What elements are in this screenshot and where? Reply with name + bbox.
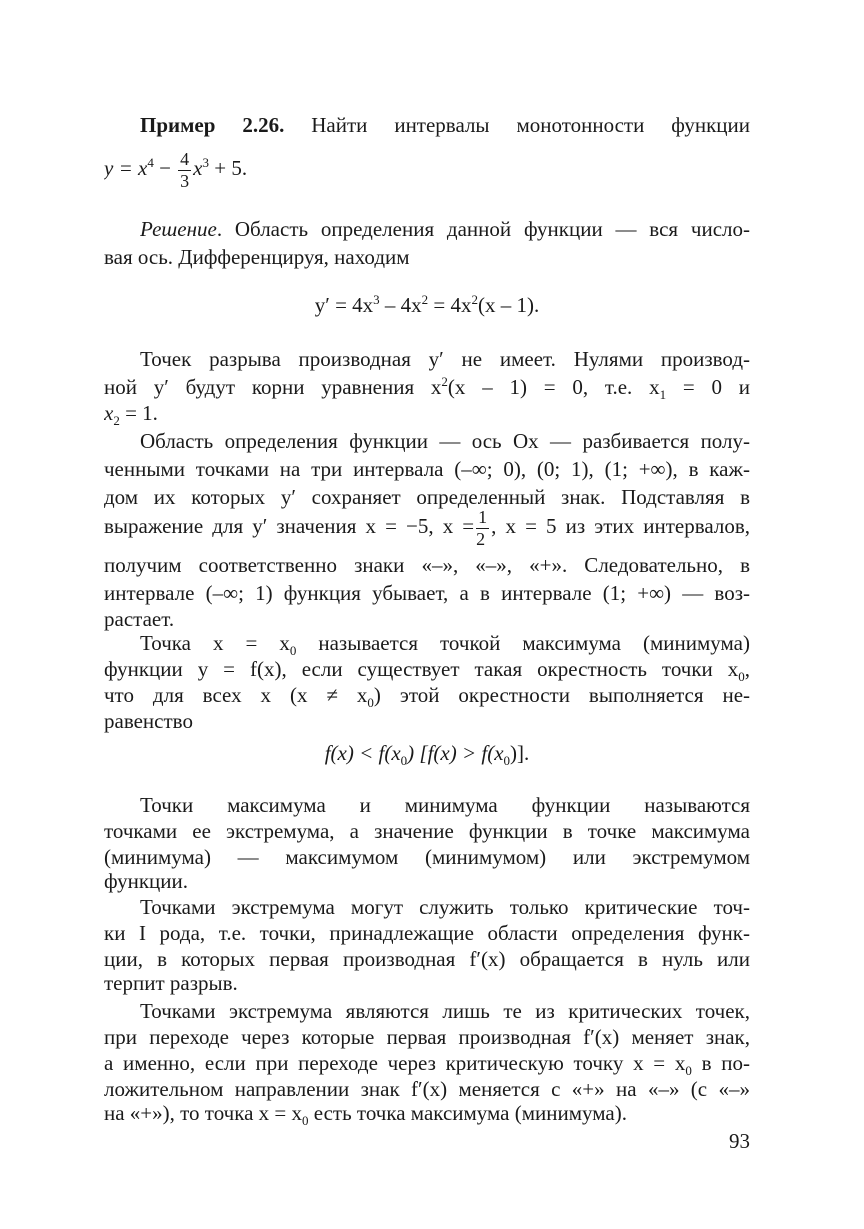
page-number: 93: [729, 1129, 750, 1153]
solution-label: Решение: [140, 217, 217, 241]
solution-line-2: вая ось. Дифференцируя, находим: [104, 245, 410, 269]
p5-line-2: точками ее экстремума, а значение функции в точке максимума: [104, 819, 750, 843]
p2-line-2: ной y′ будут корни уравнения $x^2(x - 1) = 0$, т.е. $x_1 = 0$ и: [104, 374, 750, 402]
example-title-line: [140, 108, 750, 142]
p5-line-1: Точки максимума и минимума функции называются: [140, 793, 750, 817]
p7-line-2: при переходе через которые первая производная f′(x) меняет знак,: [104, 1025, 750, 1049]
solution-line-1: Решение. Область определения данной функции — вся число-: [140, 217, 750, 241]
derivative-formula: $y' = 4x^3 - 4x^2 = 4x^2(x - 1)$.: [314, 292, 540, 317]
p7-line-1: Точками экстремума являются лишь те из критических точек,: [140, 999, 750, 1023]
p6-line-2: ки I рода, т.е. точки, принадлежащие области определения функ-: [104, 921, 750, 945]
p7-line-4: ложительном направлении знак f′(x) меняется с «+» на «–» (с «–»: [104, 1077, 750, 1101]
p7-line-5: на «+»), то точка $x = x_0$ есть точка максимума (минимума).: [104, 1101, 627, 1128]
p4-line-1: Точка $x = x_0$ называется точкой максимума (минимума): [140, 631, 750, 658]
inequality-formula: $f(x) < f(x_0) [f(x) > f(x_0)]$.: [324, 741, 530, 768]
p4-line-2: функции y = f(x), если существует такая окрестность точки $x_0$,: [104, 657, 750, 684]
fraction-one-half: $\frac{1}{2}$: [476, 506, 488, 549]
p2-line-3: $x_2 = 1$.: [104, 401, 158, 428]
p6-line-1: Точками экстремума могут служить только критические точ-: [140, 895, 750, 919]
fraction-four-thirds: $\frac{4}{3}$: [180, 148, 190, 191]
p6-line-3: ции, в которых первая производная f′(x) обращается в нуль или: [104, 947, 750, 971]
p7-line-3: а именно, если при переходе через критическую точку $x = x_0$ в по-: [104, 1051, 750, 1078]
p5-line-3: (минимума) — максимумом (минимумом) или экстремумом: [104, 845, 750, 869]
p3-line-4: выражение для y′ значения x = −5, x = $\frac{1}{2}$ , x = 5 из этих интервалов,: [104, 506, 750, 549]
example-task: Найти интервалы монотонности функции: [311, 113, 750, 137]
p2-line-1: Точек разрыва производная y′ не имеет. Нулями производ-: [140, 347, 750, 371]
p3-line-2: ченными точками на три интервала (–∞; 0), (0; 1), (1; +∞), в каж-: [104, 457, 750, 481]
p3-line-3: дом их которых y′ сохраняет определенный знак. Подставляя в: [104, 485, 750, 509]
p5-line-4: функции.: [104, 869, 188, 893]
example-label: Пример 2.26.: [140, 113, 285, 137]
p3-line-1: Область определения функции — ось Ох — разбивается полу-: [140, 429, 750, 453]
p4-line-4: равенство: [104, 709, 193, 733]
example-function-formula: $y = x^4$ − $\frac{4}{3}$ $x^3 + 5$.: [104, 148, 248, 191]
p3-line-6: интервале (–∞; 1) функция убывает, а в интервале (1; +∞) — воз-: [104, 581, 750, 605]
p3-line-7: растает.: [104, 607, 175, 631]
p3-line-5: получим соответственно знаки «–», «–», «+». Следовательно, в: [104, 553, 750, 577]
p6-line-4: терпит разрыв.: [104, 971, 238, 995]
p4-line-3: что для всех x $(x \ne x_0)$ этой окрестности выполняется не-: [104, 683, 750, 710]
